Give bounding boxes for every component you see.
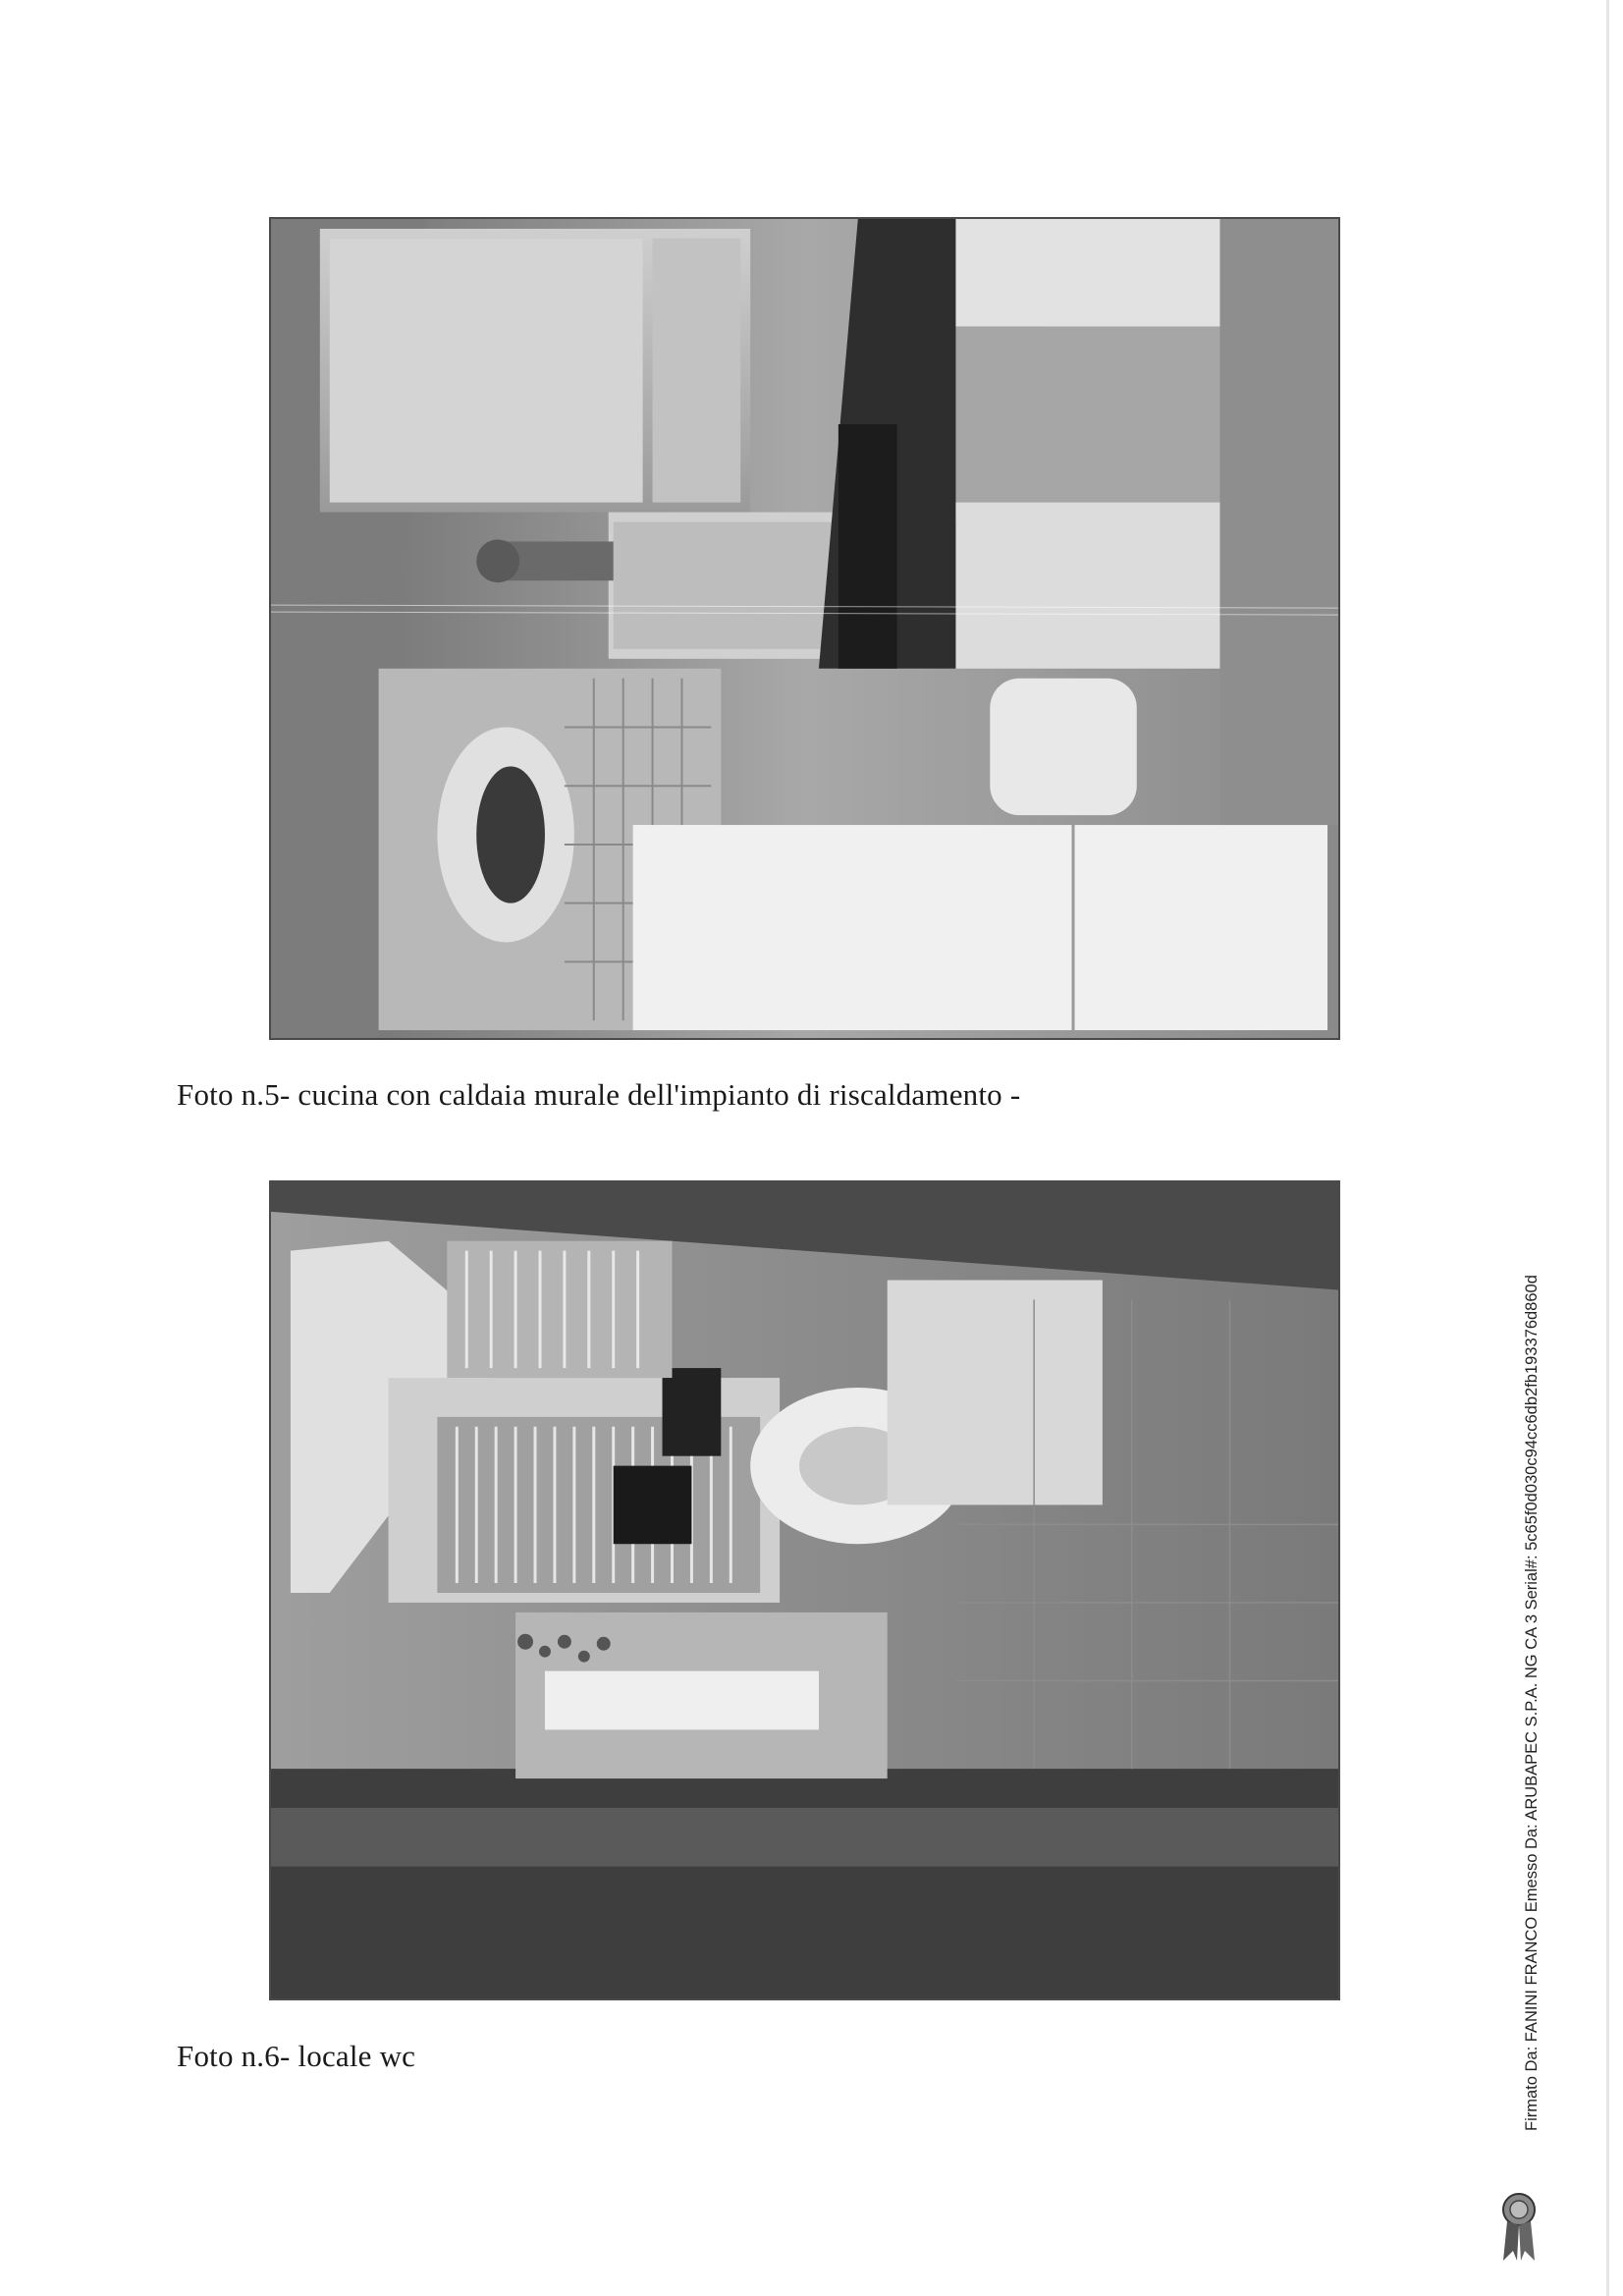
- photo-kitchen-image: [271, 219, 1338, 1038]
- digital-signature-strip: [1521, 1275, 1623, 2131]
- figure-caption-5: Foto n.5- cucina con caldaia murale dell'impianto di riscaldamento -: [177, 1077, 1021, 1112]
- photo-wc-image: [271, 1182, 1338, 1998]
- photo-wc-room: [269, 1180, 1340, 2000]
- photo-kitchen-boiler: [269, 217, 1340, 1040]
- figure-caption-6: Foto n.6- locale wc: [177, 2039, 416, 2073]
- digital-signature-text: Firmato Da: FANINI FRANCO Emesso Da: ARUBAPEC S.P.A. NG CA 3 Serial#: 5c65f0d030c94cc6db2fb193376d860d: [1523, 1275, 1541, 2131]
- page-edge-line: [1606, 0, 1609, 2296]
- certificate-ribbon-icon: [1499, 2188, 1539, 2267]
